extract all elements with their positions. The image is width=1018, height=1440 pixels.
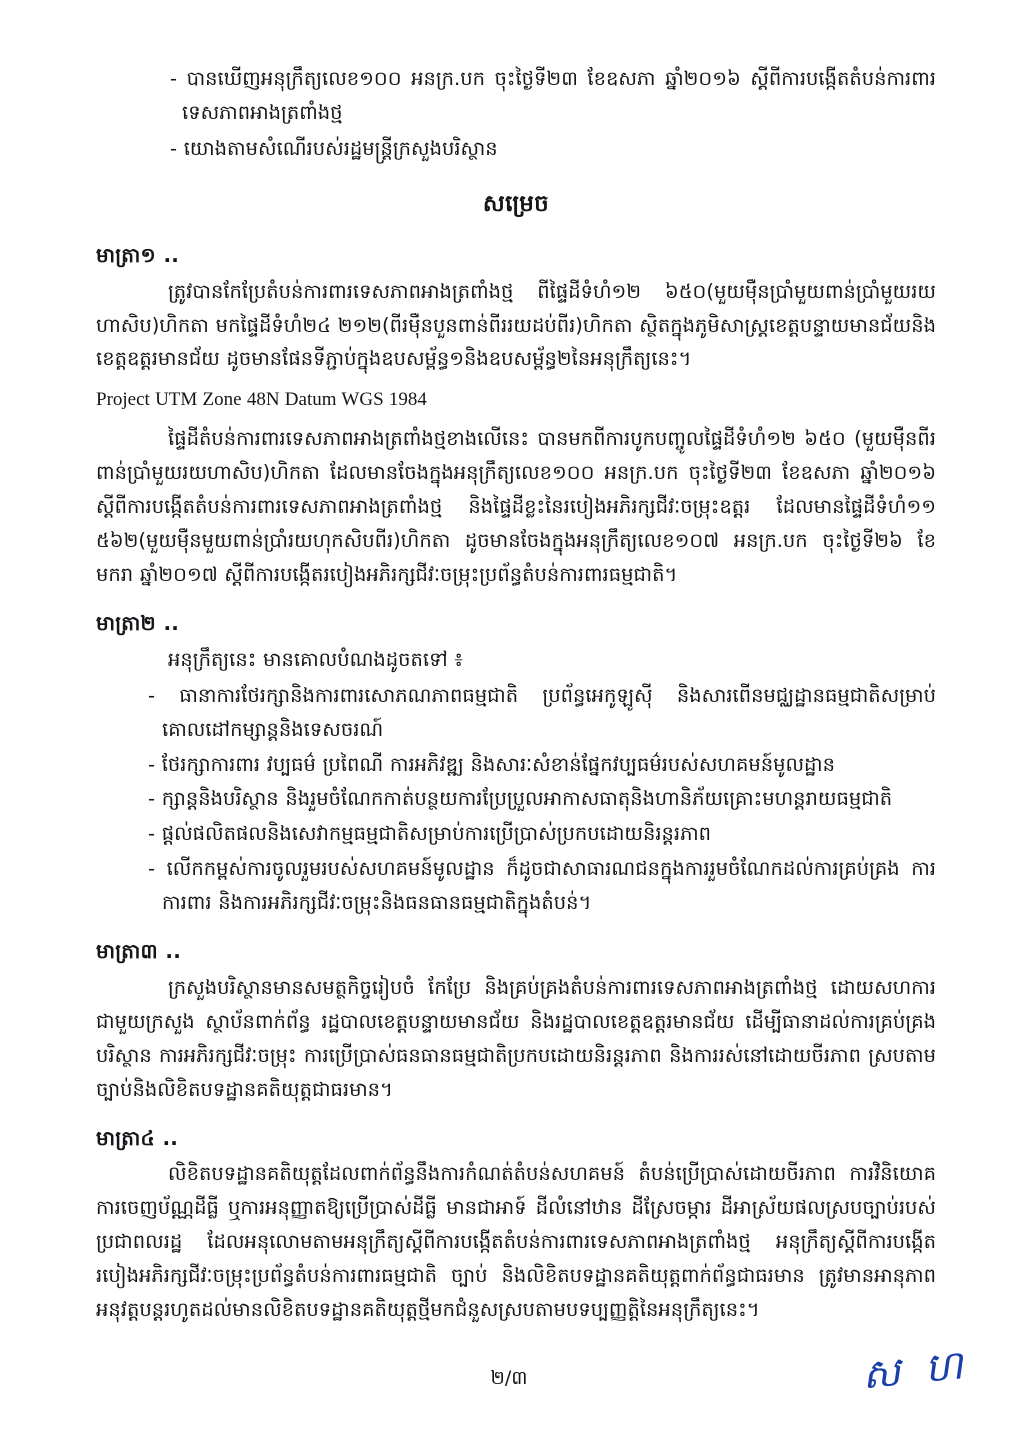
article-2-intro: អនុក្រឹត្យនេះ មានគោលបំណងដូចតទៅ ៖ <box>168 647 463 671</box>
article-4-heading: មាត្រា៤ .. <box>96 1125 179 1150</box>
article-1-paragraph-1-text: ត្រូវបានកែប្រែតំបន់ការពារទេសភាពអាងត្រពាំងថ្ម ពីផ្ទៃដីទំហំ១២ ៦៥០(មួយម៉ឺនប្រាំមួយពាន់ប្រាំមួយរយហាសិប)ហិកតា មកផ្ទៃដីទំហំ២៤ ២១២(ពីរម៉ឺនបួនពាន់ពីររយដប់ពីរ)ហិកតា ស្ថិតក្នុងភូមិសាស្ត្រខេត្តបន្ទាយមានជ័យនិងខេត្តឧត្តរមានជ័យ ដូចមានផែនទីភ្ជាប់ក្នុងឧបសម្ព័ន្ធ១និងឧបសម្ព័ន្ធ២នៃអនុក្រឹត្យនេះ។ <box>96 279 936 371</box>
utm-projection-text: Project UTM Zone 48N Datum WGS 1984 <box>96 389 427 411</box>
preamble-list <box>96 62 936 166</box>
list-item: - ថែរក្សាការពារ វប្បធម៌ ប្រពៃណី ការអភិវឌ្ឍ និងសារៈសំខាន់ផ្នែកវប្បធម៌របស់សហគមន៍មូលដ្ឋាន <box>148 752 835 776</box>
preamble-item: - យោងតាមសំណើរបស់រដ្ឋមន្ត្រីក្រសួងបរិស្ថាន <box>170 136 498 160</box>
article-3-heading: មាត្រា៣ .. <box>96 939 181 964</box>
article-4-paragraph-1: លិខិតបទដ្ឋានគតិយុត្តដែលពាក់ព័ន្ធនឹងការកំណត់តំបន់សហគមន៍ តំបន់ប្រើប្រាស់ដោយចីរភាព ការវិនិយោគ ការចេញប័ណ្ណដីធ្លី ឬការអនុញ្ញាតឱ្យប្រើប្រាស់ដីធ្លី មានជាអាទ៍ ដីលំនៅឋាន ដីស្រែចម្ការ ដីអាស្រ័យផលស្របច្បាប់របស់ប្រជាពលរដ្ឋ ដែលអនុលោមតាមអនុក្រឹត្យស្ដីពីការបង្កើតតំបន់ការពារទេសភាពអាងត្រពាំងថ្ម អនុក្រឹត្យស្ដីពីការបង្កើតរបៀងអភិរក្សជីវៈចម្រុះប្រព័ន្ធតំបន់ការពារធម្មជាតិ ច្បាប់ និងលិខិតបទដ្ឋានគតិយុត្តពាក់ព័ន្ធជាធរមាន ត្រូវមានអានុភាពអនុវត្តបន្តរហូតដល់មានលិខិតបទដ្ឋានគតិយុត្តថ្មីមកជំនួសស្របតាមបទប្បញ្ញត្តិនៃអនុក្រឹត្យនេះ។ <box>96 1162 936 1322</box>
article-1-heading: មាត្រា១ .. <box>96 242 180 267</box>
article-1-latin-note <box>96 382 936 416</box>
decision-title: សម្រេច <box>482 190 550 217</box>
article-1-paragraph-1 <box>96 275 936 377</box>
list-item: - ផ្ដល់ផលិតផលនិងសេវាកម្មធម្មជាតិសម្រាប់ការប្រើប្រាស់ប្រកបដោយនិរន្តរភាព <box>148 822 712 846</box>
article-3-paragraph-1: ក្រសួងបរិស្ថានមានសមត្ថកិច្ចរៀបចំ កែប្រែ និងគ្រប់គ្រងតំបន់ការពារទេសភាពអាងត្រពាំងថ្ម ដោយសហការជាមួយក្រសួង ស្ថាប័នពាក់ព័ន្ធ រដ្ឋបាលខេត្តបន្ទាយមានជ័យ និងរដ្ឋបាលខេត្តឧត្តរមានជ័យ ដើម្បីធានាដល់ការគ្រប់គ្រងបរិស្ថាន ការអភិរក្សជីវៈចម្រុះ ការប្រើប្រាស់ធនធានធម្មជាតិប្រកបដោយនិរន្តរភាព និងការរស់នៅដោយចីរភាព ស្របតាមច្បាប់និងលិខិតបទដ្ឋានគតិយុត្តជាធរមាន។ <box>96 975 936 1101</box>
signature-mark: ស ហ <box>859 1341 971 1399</box>
page-number: ២/៣ <box>490 1367 528 1389</box>
article-2-bullet-list <box>96 679 936 920</box>
article-2-heading: មាត្រា២ .. <box>96 611 180 635</box>
list-item: - ធានាការថែរក្សានិងការពារសោភណភាពធម្មជាតិ ប្រព័ន្ធអេកូឡូស៊ី និងសារពើនមជ្ឈដ្ឋានធម្មជាតិសម្រាប់គោលដៅកម្សាន្តនិងទេសចរណ៍ <box>148 683 936 741</box>
list-item: - លើកកម្ពស់ការចូលរួមរបស់សហគមន៍មូលដ្ឋាន ក៏ដូចជាសាធារណជនក្នុងការរួមចំណែកដល់ការគ្រប់គ្រង ការការពារ និងការអភិរក្សជីវៈចម្រុះនិងធនធានធម្មជាតិក្នុងតំបន់។ <box>148 857 936 915</box>
article-1-paragraph-2: ផ្ទៃដីតំបន់ការពារទេសភាពអាងត្រពាំងថ្មខាងលើនេះ បានមកពីការបូកបញ្ចូលផ្ទៃដីទំហំ១២ ៦៥០ (មួយម៉ឺនពីរពាន់ប្រាំមួយរយហាសិប)ហិកតា ដែលមានចែងក្នុងអនុក្រឹត្យលេខ១០០ អនក្រ.បក ចុះថ្ងៃទី២៣ ខែឧសភា ឆ្នាំ២០១៦ ស្ដីពីការបង្កើតតំបន់ការពារទេសភាពអាងត្រពាំងថ្ម និងផ្ទៃដីខ្លះនៃរបៀងអភិរក្សជីវៈចម្រុះឧត្តរ ដែលមានផ្ទៃដីទំហំ១១ ៥៦២(មួយម៉ឺនមួយពាន់ប្រាំរយហុកសិបពីរ)ហិកតា ដូចមានចែងក្នុងអនុក្រឹត្យលេខ១០៧ អនក្រ.បក ចុះថ្ងៃទី២៦ ខែមករា ឆ្នាំ២០១៧ ស្ដីពីការបង្កើតរបៀងអភិរក្សជីវៈចម្រុះប្រព័ន្ធតំបន់ការពារធម្មជាតិ។ <box>96 427 936 587</box>
list-item: - ក្សាន្តនិងបរិស្ថាន និងរួមចំណែកកាត់បន្ថយការប្រែប្រួលអាកាសធាតុនិងហានិភ័យគ្រោះមហន្តរាយធម្មជាតិ <box>148 787 893 811</box>
document-body <box>96 62 936 1333</box>
preamble-item: - បានឃើញអនុក្រឹត្យលេខ១០០ អនក្រ.បក ចុះថ្ងៃទី២៣ ខែឧសភា ឆ្នាំ២០១៦ ស្ដីពីការបង្កើតតំបន់ការពារទេសភាពអាងត្រពាំងថ្ម <box>170 67 936 124</box>
